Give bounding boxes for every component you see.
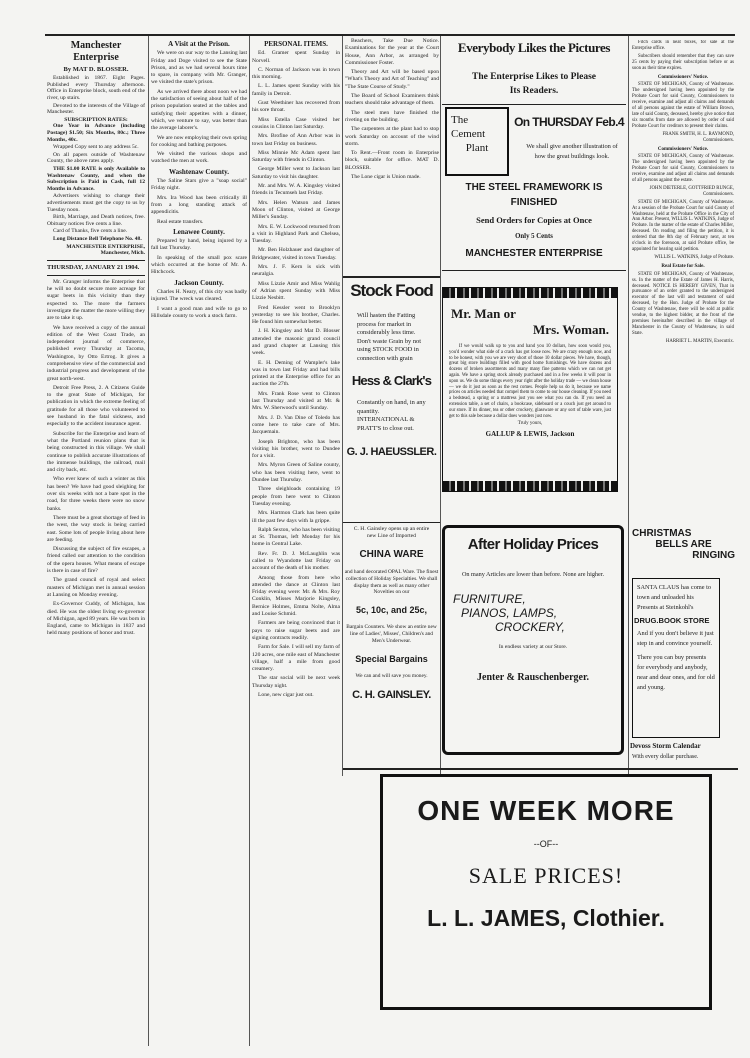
notice: Theory and Art will be based upon "What's Theory and Art of Teaching" and "The State Course of Study." [345, 69, 439, 90]
notice: Subscribers should remember that they can save 25 cents by paying their subscription before or as soon as their time expires. [632, 53, 734, 71]
note: On all papers outside of Washtenaw County, the above rates apply. [47, 151, 145, 165]
christmas-line2: BELLS ARE [655, 539, 712, 550]
notice: The Lone cigar is Union made. [351, 174, 421, 181]
date-rule [47, 275, 145, 276]
article: Mrs. Ira Wood has been critically ill from a long standing attack of appendicitis. [151, 194, 247, 216]
drug-book-store: DRUG.BOOK STORE [634, 616, 710, 625]
christmas-line3: RINGING [692, 550, 735, 561]
article: Mr. Granger informs the Enterprise that he will no doubt secure more acreage for sugar beets in this vicinity than they expected to. The more the farmers investigate the matter the more willing they are to take it up. [47, 278, 145, 322]
item: Miss Estella Case visited her cousins in Clinton last Saturday. [252, 116, 340, 130]
item: Ralph Sexton, who has been visiting at St. Thomas, left Monday for his home in Central Lake. [252, 526, 340, 548]
column-divider [440, 36, 441, 776]
article: We were on our way to the Lansing last Friday and Doge visited to see the State Prison, and as we had several hours time to spare, in company with Mr. Granger, we visited the state's prison. [151, 50, 247, 86]
article: Real estate transfers. [157, 218, 204, 225]
item: Mr. and Mrs. W. A. Kingsley visited friends in Tecumseh last Friday. [252, 183, 340, 197]
item: Mrs. Hartmon Clark has been quite ill the past few days with la grippe. [252, 510, 340, 524]
stock-food-text2: Constantly on hand, in any quantity. INTERNATIONAL & PRATT'S to close out. [357, 399, 426, 432]
item: Mrs. Myron Green of Saline county, who has been visiting here, went to Dundee last Thursday. [252, 462, 340, 484]
china-intro: C. H. Gainsley opens up an entire new Line of Imported [353, 526, 430, 539]
article-heading: A Visit at the Prison. [168, 40, 230, 48]
column-divider [628, 36, 629, 776]
notice-text: STATE OF MICHIGAN, County of Washtenaw. The undersigned having been appointed by the Probate Court for said County, Commissioners to receive, examine and adjust all claims and demands of all persons against the estate of William Brown, late of said County, deceased, hereby give notice that six months from date are allowed by order of said Probate Court for creditors to present their claims. [632, 82, 734, 129]
rates-heading: SUBSCRIPTION RATES: [64, 116, 128, 123]
item: Gust Weethiner has recovered from his sore throat. [252, 100, 340, 114]
column-1 [47, 40, 145, 1052]
masthead-title: Manchester Enterprise [70, 40, 122, 63]
mr-man-line1: Mr. Man or [451, 306, 516, 321]
holiday-item: CROCKERY, [495, 620, 565, 634]
item: Three sleighloads containing 19 people from here went to Clinton Tuesday evening. [252, 486, 340, 507]
holiday-item: PIANOS, LAMPS, [461, 606, 558, 620]
item: Mrs. E. W. Lockwood returned from a visit in Highland Park and Chelsea, Tuesday. [252, 223, 340, 245]
wrapped-copy: Wrapped Copy sent to any address 5c. [53, 144, 139, 151]
mr-man-dealer: GALLUP & LEWIS, Jackson [485, 430, 575, 439]
mr-man-sign: Truly yours, [517, 421, 543, 427]
thursday-headline: On THURSDAY Feb.4 [514, 115, 624, 129]
item: Rev. Fr. D. J. McLaughlin was called to Wyandotte last Friday on account of the death of his mother. [252, 550, 340, 572]
notice-text: STATE OF MICHIGAN, County of Washtenaw, ss. In the matter of the Estate of James H. Harris, deceased. NOTICE IS HEREBY GIVEN, That in pursuance of an order granted to the undersigned executor of the last will and testament of said deceased, by the Hon. Judge of Probate for the County of Washtenaw, there will be sold at public vendue, to the highest bidder, at the front of the premises hereinafter described in the village of Manchester in the County of Washtenaw, in said State. [632, 271, 734, 336]
mr-man-line2: Mrs. Woman. [533, 322, 609, 337]
article: The grand council of royal and select masters of Michigan met in annual session at Lansing on Monday evening. [47, 577, 145, 598]
column-3-personal-items [252, 38, 340, 1050]
item: Farmers are being convinced that it pays to raise sugar beets and are signing contracts readily. [252, 620, 340, 641]
notice-sign: WILLIS L. WATKINS, Judge of Probate. [654, 254, 734, 260]
notice: The Board of School Examiners think teachers should take advantage of them. [345, 93, 439, 107]
article: Discussing the subject of fire escapes, a friend called our attention to the condition of the opera houses. What means of escape is there in case of fire? [47, 546, 145, 575]
cement-line: The [451, 114, 469, 126]
item: C. Norman of Jackson was in town this morning. [252, 66, 340, 81]
note: Advertisers wishing to change their advertisements must get the copy to us by Tuesday noon. [47, 193, 145, 213]
ad-rule [343, 768, 738, 770]
storm-calendar: Devoss Storm Calendar [630, 742, 701, 750]
article: We visited the various shops and watched the men at work. [151, 151, 247, 165]
stock-food-headline: Stock Food [350, 281, 433, 300]
note: Long Distance Bell Telephone No. 48. [53, 235, 142, 242]
article: I want a good man and wife to go to Hillsdale county to work a stock farm. [151, 305, 247, 319]
right-column-notices [632, 40, 734, 520]
holiday-text: On many Articles are lower than before. None are higher. [461, 571, 605, 578]
item: Mrs. J. F. Kern is sick with neuralgia. [252, 264, 340, 278]
article: The Saline Stars give a "soap social" Friday night. [151, 178, 247, 192]
article: Who ever knew of such a winter as this has been? We have had good sleighing for over six weeks with not a bare spot in the road, for three weeks there were no snow banks. [47, 476, 145, 512]
ornamental-border [443, 288, 617, 298]
china-bargains: Special Bargains [355, 653, 428, 664]
christmas-ad [632, 528, 735, 561]
china-save: We can and will save you money. [355, 672, 428, 679]
article: We are now employing their own spring for cooking and bathing purposes. [151, 134, 247, 148]
notice-sign: HARRIET L. MARTIN, Executrix. [665, 338, 734, 344]
stock-food-ad [343, 280, 440, 518]
note: MANCHESTER ENTERPRISE, Manchester, Mich. [66, 243, 145, 257]
steel-line1: THE STEEL FRAMEWORK IS [465, 182, 603, 193]
ad-rule [343, 276, 440, 278]
article: In speaking of the small pox scare which occurred at the home of Mr. A. Hitchcock. [151, 254, 247, 276]
steel-line5: MANCHESTER ENTERPRISE [465, 248, 603, 259]
stock-food-brand: Hess & Clark's [351, 373, 432, 388]
mr-man-text: If we would walk up to you and hand you 10 dollars, how soon would you, you'd wonder what side of a crack has got loose now. We are crazy enough now, and to be honest, with you we are very short of those 10 dollar pieces. We have, though, great big store buildings filled with good home furnishings. We have dozens and dozens of broken assortments and many many fine patterns which we can not get again. We have a spring stock already purchased and in a few weeks it will pour in upon us. We do some things every year right after the holiday trade — we clean house — we do it just as soon as the rest comes. People help us do it, because we name prices on articles needed that compel them to come to our house cleaning. If you need a bedstead, a spring or a mattress just you see what you can do. If you need an extension table, a set of chairs, a bookcase, sideboard or a couch just get around to our store. If its dinner, tea or other crockery, glassware or any sort of table ware, just get to this sale because a dollar does wonders just now. [449, 344, 611, 419]
china-ware-ad [343, 526, 440, 764]
article: Ex-Governor Cuddy, of Michigan, has died. He was the oldest living ex-governor of Michigan, aged 89 years. He was born in England, came to Michigan in 1837 and held many positions of honor and trust. [47, 601, 145, 637]
china-headline: CHINA WARE [359, 549, 424, 560]
steel-line4: Only 5 Cents [515, 233, 553, 240]
james-sale-ad [380, 774, 712, 1010]
column-2 [151, 38, 247, 1048]
ad-rule [343, 522, 440, 523]
article-heading: Jackson County. [174, 278, 224, 287]
china-text2: Bargain Counters. We show an entire new line of Ladies', Misses', Children's and Men's Underwear. [346, 624, 437, 644]
holiday-dealer: Jenter & Rauschenberger. [477, 672, 589, 683]
notice-text: STATE OF MICHIGAN, County of Washtenaw. At a session of the Probate Court for said County of Washtenaw, held at the Probate Office in the City of Ann Arbor. Present, WILLIS L. WATKINS, Judge of Probate. In the matter of the estate of Charles Miller, deceased. On reading and filing the petition, it is ordered that the 8th day of February next, at ten o'clock in the forenoon, at said Probate office, be appointed for hearing said petition. [632, 199, 734, 252]
cement-line: Plant [465, 142, 489, 154]
masthead-devoted: Devoted to the interests of the Village of Manchester. [47, 102, 145, 116]
item: L. L. James spent Sunday with his family in Detroit. [252, 83, 340, 97]
article: There must be a great shortage of feed in the west, the way stock is being carried east. Some lots of people living about here are feeding. [47, 514, 145, 543]
article: Prepared by hand, being injured by a fall last Thursday. [151, 238, 247, 252]
cement-line: Cement [451, 128, 486, 140]
item: Joseph Brighton, who has been visiting his brother, went to Dundee for a visit. [252, 438, 340, 460]
santa-text: SANTA CLAUS has come to town and unloaded his Presents at Steinkohl's [637, 584, 712, 611]
pictures-sub2: Its Readers. [509, 86, 559, 96]
china-dealer: C. H. GAINSLEY. [352, 688, 431, 701]
notice: Beachers, Take Due Notice. Examinations for the year at the Court House, Ann Arbor, as arranged by Commissioner Foster. [345, 38, 439, 66]
cement-plant-box [445, 107, 509, 176]
notice: To Rent.—Front room in Enterprise block, suitable for office. MAT D. BLOSSER. [345, 150, 439, 171]
holiday-item: FURNITURE, [453, 592, 526, 606]
item: E. H. Deming of Wampler's lake was in town last Friday and had bills printed at the Enterprise office for an auction the 27th. [252, 359, 340, 388]
column-divider [249, 36, 250, 1046]
item: Miss Lizzie Amir and Miss Wahlig of Adrian spent Sunday with Miss Lizzie Nesbitt. [252, 280, 340, 302]
notice-heading: Commissioners' Notice. [657, 74, 709, 80]
ad-rule [442, 104, 626, 105]
masthead-byline: By MAT D. BLOSSER. [63, 66, 129, 73]
issue-date: THURSDAY, JANUARY 21 1904. [47, 263, 140, 271]
note: Birth, Marriage, and Death notices, free. Obituary notices five cents a line. [47, 214, 145, 227]
stock-food-text: Will hasten the Fatting process for market in considerably less time. Don't waste Grain by not using STOCK FOOD in connection with grain [357, 312, 421, 362]
james-line1: ONE WEEK MORE [417, 795, 675, 826]
item: Among those from here who attended the dance at Clinton last Friday evening were: Mr. & Mrs. Roy Conklin, Misses Marjorie Kingsley, Bernice Holmes, Emma Nolte, Alma and Louise Schmid. [252, 574, 340, 618]
notice-sign: JOHN DIETERLE, GOTTFRIED RUNGE, Commissioners. [649, 185, 734, 197]
article: We have received a copy of the annual edition of the West Coast Trade, an independent journal of commerce, published every Thursday at Tacoma, Washington, by Otto Ertrog. It gives a comprehensive view of the commercial and industrial progress and development of the great north-west. [47, 324, 145, 382]
article: Detroit Free Press, 2. A Citizens Guide to the great State of Michigan, for publication in which the extreme feeling of gratitude for all those who volunteered to see husband in the fatal sickness, and especially to the accident insurance agent. [47, 384, 145, 428]
china-prices: 5c, 10c, and 25c, [355, 605, 428, 616]
item: Ed. Gramer spent Sunday in Norvell. [252, 50, 340, 64]
article-heading: PERSONAL ITEMS. [264, 40, 328, 48]
article: Charles H. Neary, of this city was badly injured. The wreck was cleared. [151, 288, 247, 303]
item: Mr. Ben Holzhauer and daughter of Bridgewater, visited in town Tuesday. [252, 247, 340, 261]
item: J. H. Kingsley and Mat D. Blosser attended the masonic grand council and grand chapter at Lansing this week. [252, 328, 340, 357]
pictures-sub1: The Enterprise Likes to Please [471, 72, 596, 82]
notice: The carpenters at the plant had to stop work Saturday on account of the wind storm. [345, 126, 439, 147]
column-4-notices [345, 38, 439, 274]
item: Miss Minnie Mc Adam spent last Saturday with friends in Clinton. [252, 149, 340, 164]
item: Mrs. J. D. Van Dine of Toledo has come here to take care of Mrs. Jacquemain. [252, 414, 340, 436]
article-heading: Washtenaw County. [169, 167, 229, 176]
china-text: and hand decorated OPAL Ware. The finest collection of Holiday Specialties. We shall display them as well as many other Novelties on our [344, 569, 439, 596]
note: Card of Thanks, five cents a line. [53, 228, 128, 235]
holiday-variety: In endless variety at our Store. [498, 644, 568, 650]
santa-text3: There you can buy presents for everybody and anybody, near and dear ones, and for old and young. [637, 654, 715, 691]
christmas-line1: CHRISTMAS [632, 528, 692, 539]
notice-text: STATE OF MICHIGAN, County of Washtenaw. The undersigned having been appointed by the Probate Court for said County, Commissioners to receive, examine and adjust all claims and demands of all persons against the estate. [632, 154, 734, 184]
steel-line3: Send Orders for Copies at Once [476, 215, 592, 225]
item: Mrs. Brofine of Ann Arbor was in town last Friday on business. [252, 133, 340, 147]
santa-text2: And if you don't believe it just step in and convince yourself. [637, 630, 714, 647]
notice-heading: Real Estate for Sale. [661, 263, 705, 269]
article: As we arrived there about noon we had the satisfaction of seeing about half of the prison population seated at the tables and satisfying their appetites with a dinner, which, we venture to say, was better than the average laborer's. [151, 88, 247, 132]
masthead-established: Established in 1867. Eight Pages. Published every Thursday afternoon. Office in Enterprise block, south end of the river, up stairs. [47, 75, 145, 102]
item: Lone, new cigar just out. [258, 692, 314, 699]
calendar-note: With every dollar purchase. [632, 754, 699, 760]
santa-box [632, 578, 720, 738]
pictures-headline: Everybody Likes the Pictures [457, 40, 611, 55]
article-heading: Lenawee County. [173, 227, 225, 236]
item: Fred Kessler went to Brooklyn yesterday to see his brother, Charles. He found him somewhat better. [252, 304, 340, 326]
ornamental-border [443, 481, 617, 491]
thursday-text: We shall give another illustration of how the great buildings look. [526, 143, 618, 160]
holiday-headline: After Holiday Prices [467, 536, 599, 553]
item: George Miller went to Jackson last Saturday to visit his daughter. [252, 166, 340, 180]
column-divider [148, 36, 149, 1046]
notice: The steel men have finished the riveting on the building. [345, 109, 439, 123]
item: Mrs. Frank Rose went to Clinton last Thursday and visited at Mr. & Mrs. W. Sherwood's until Sunday. [252, 390, 340, 412]
item: The star social will be next week Thursday night. [252, 675, 340, 689]
note: THE $1.00 RATE is only Available to Washtenaw County, and when the Subscription is Paid in Cash, full 12 Months in Advance. [47, 166, 145, 192]
james-line4: L. L. JAMES, Clothier. [427, 905, 665, 931]
item: Farm for Sale. I will sell my farm of 120 acres, one mile east of Manchester village, half a mile from good creamery. [252, 644, 340, 673]
ad-rule [442, 270, 626, 271]
steel-line2: FINISHED [510, 197, 558, 208]
article: Subscribe for the Enterprise and learn of what the Portland reunion plans that is being constructed in this village. We shall continue to publish accurate illustrations of the immense buildings, the railroad, mail and city back, etc. [47, 430, 145, 474]
james-line3: SALE PRICES! [468, 863, 624, 888]
notice-heading: Commissioners' Notice. [657, 146, 709, 152]
after-holiday-ad [442, 525, 624, 755]
date-rule [47, 260, 145, 261]
masthead [47, 40, 145, 257]
notice: Fitch cards in neat boxes, for sale at the Enterprise office. [632, 40, 734, 51]
stock-food-dealer: G. J. HAEUSSLER. [346, 446, 437, 458]
rates: One Year in Advance (including Postage) $1.50; Six Months, 80c.; Three Months, 40c. [47, 123, 145, 143]
item: Mrs. Helen Watson and James Moon of Clinton, visited at George Miller's Sunday. [252, 199, 340, 221]
mr-man-ad [442, 287, 618, 492]
james-line2: --OF-- [533, 839, 559, 849]
notice-sign: FRANK SMITH, H. L. RAYMOND, Commissioners. [662, 131, 734, 143]
